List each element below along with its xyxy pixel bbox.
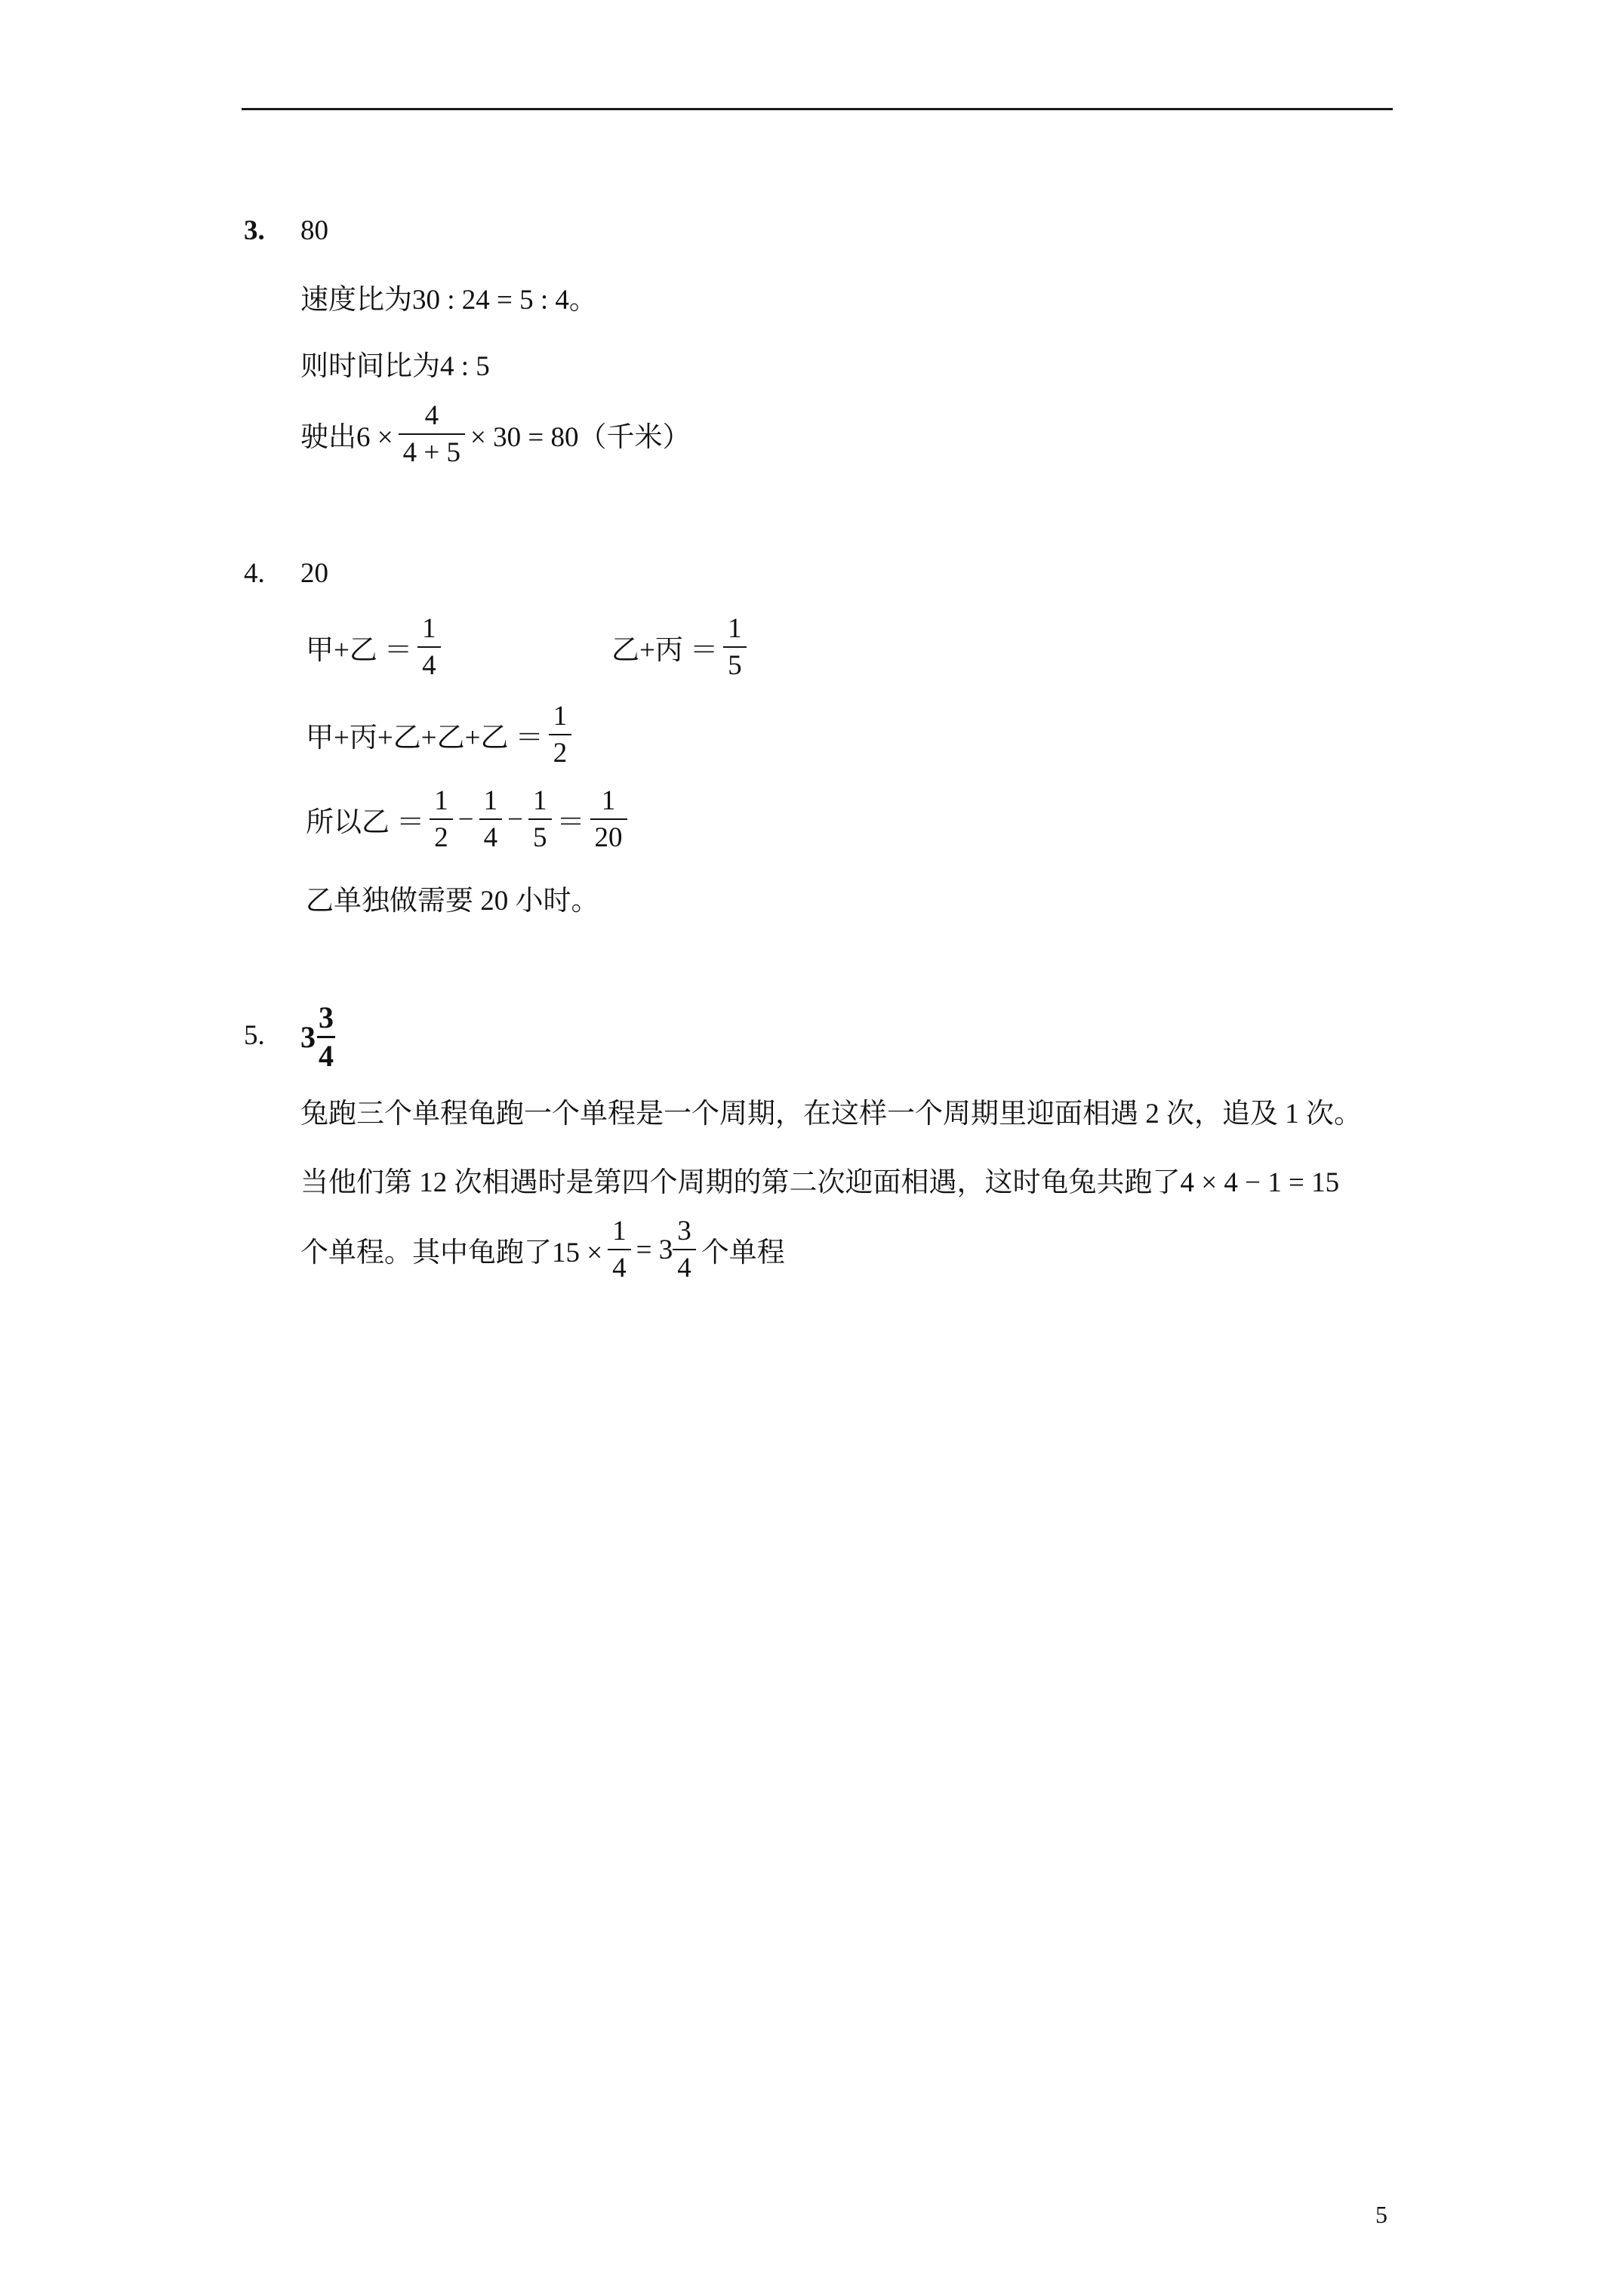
q4-eq3-fraction [549, 702, 572, 767]
q4-eq3 [306, 701, 577, 769]
header-rule [242, 108, 1393, 110]
q5-para2: 当他们第 12 次相遇时是第四个周期的第二次迎面相遇，这时龟兔共跑了4 × 4 − 1 = 15 [300, 1167, 1340, 1198]
frac-num: 1 [553, 701, 568, 732]
q4-conclusion: 乙单独做需要 20 小时。 [306, 886, 599, 917]
q3-frac-num: 4 [424, 400, 439, 431]
q4-eq1-label: 甲+乙 ＝ [306, 635, 413, 666]
q4-eq4 [306, 785, 633, 853]
page-number: 5 [1375, 2201, 1387, 2228]
frac-den: 4 [317, 1036, 335, 1071]
q5-para3 [300, 1216, 785, 1284]
frac-num: 1 [601, 785, 616, 816]
frac-num: 1 [612, 1216, 627, 1247]
q3-line3 [300, 400, 691, 468]
frac-num: 1 [434, 785, 448, 816]
q3-frac-den: 4 + 5 [399, 433, 465, 467]
q4-eq4-frac2 [479, 787, 503, 852]
frac-num: 1 [483, 785, 498, 816]
frac-den: 20 [590, 818, 627, 852]
q5-para3-suffix: 个单程 [701, 1237, 785, 1268]
frac-num: 1 [422, 613, 436, 644]
frac-num: 3 [319, 1000, 334, 1034]
frac-num: 1 [728, 613, 742, 644]
q4-eq2-fraction [723, 615, 747, 680]
q5-para3-frac2 [673, 1217, 696, 1282]
q5-para3-frac1 [608, 1217, 631, 1282]
frac-num: 3 [677, 1216, 691, 1247]
q4-eq2 [611, 613, 752, 681]
frac-den: 2 [549, 734, 572, 767]
q4-eq4-op1: − [457, 803, 474, 835]
frac-num: 1 [533, 785, 547, 816]
frac-den: 5 [528, 818, 552, 852]
q3-line3-prefix: 驶出6 × [300, 422, 393, 453]
q4-eq3-label: 甲+丙+乙+乙+乙 ＝ [306, 723, 544, 754]
q3-line1: 速度比为30 : 24 = 5 : 4。 [300, 285, 597, 316]
q4-eq4-frac1 [430, 787, 453, 852]
q3-line2: 则时间比为4 : 5 [300, 351, 490, 382]
q4-answer: 20 [300, 558, 328, 589]
q4-number: 4. [244, 558, 265, 589]
frac-den: 5 [723, 646, 747, 680]
q5-number: 5. [244, 1020, 265, 1051]
q3-number: 3. [244, 215, 265, 246]
q4-eq1-fraction [417, 615, 441, 680]
q4-eq1 [306, 613, 446, 681]
q4-eq4-label: 所以乙 ＝ [306, 807, 425, 838]
q5-answer-fraction [317, 1000, 335, 1073]
q5-para3-prefix: 个单程。其中龟跑了15 × [300, 1237, 603, 1268]
q5-para1: 兔跑三个单程龟跑一个单程是一个周期，在这样一个周期里迎面相遇 2 次，追及 1 次。 [300, 1099, 1362, 1130]
q3-line3-suffix: × 30 = 80（千米） [470, 422, 691, 453]
frac-den: 4 [479, 818, 503, 852]
q3-fraction [399, 402, 465, 467]
q4-eq4-frac3 [528, 787, 552, 852]
q5-answer-whole: 3 [300, 1019, 316, 1054]
frac-den: 2 [430, 818, 453, 852]
frac-den: 4 [673, 1249, 696, 1282]
q4-eq2-label: 乙+丙 ＝ [611, 635, 719, 666]
frac-den: 4 [608, 1249, 631, 1282]
q5-answer [300, 1000, 340, 1073]
q3-answer: 80 [300, 215, 328, 246]
q5-para3-eq: = 3 [636, 1234, 673, 1265]
q4-eq4-op3: ＝ [556, 807, 585, 838]
q4-eq4-frac4 [590, 787, 627, 852]
frac-den: 4 [417, 646, 441, 680]
q4-eq4-op2: − [507, 803, 523, 835]
